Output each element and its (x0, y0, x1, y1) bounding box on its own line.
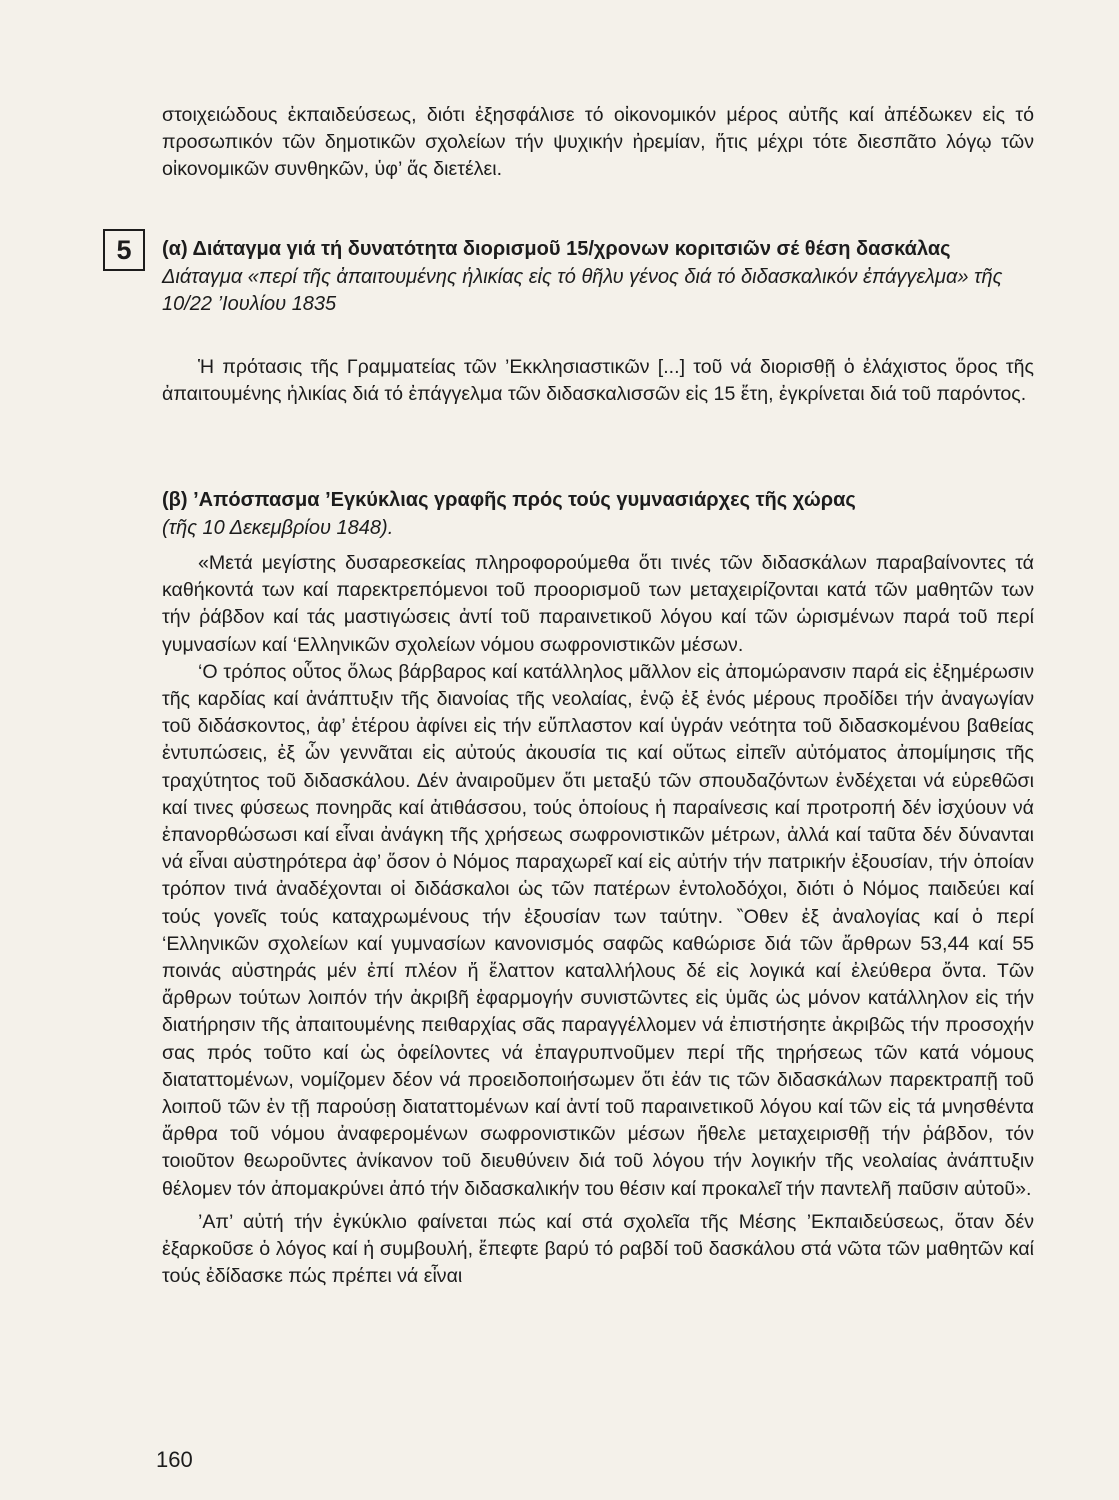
section-b-body (162, 550, 1034, 1290)
section-b-paragraph-1: «Μετά μεγίστης δυσαρεσκείας πληροφορούμεθα ὅτι τινές τῶν διδασκάλων παραβαίνοντες τά καθήκοντά των καί παρεκτρεπόμενοι τοῦ προορισμοῦ των μεταχειρίζονται κατά τῶν μαθητῶν των τήν ῥάβδον καί τάς μαστιγώσεις ἀντί τοῦ παραινετικοῦ λόγου καί τῶν ὡρισμένων παρά τοῦ περί γυμνασίων καί ‘Ελληνικῶν σχολείων νόμου σωφρονιστικῶν μέσων. (162, 552, 1034, 656)
section-a-title: Διάταγμα γιά τή δυνατότητα διορισμοῦ 15/χρονων κοριτσιῶν σέ θέση δασκάλας (192, 238, 951, 260)
section-b-subtitle: (τῆς 10 Δεκεμβρίου 1848). (162, 516, 394, 539)
section-a-body-text: Ἡ πρότασις τῆς Γραμματείας τῶν ’Εκκλησιαστικῶν [...] τοῦ νά διορισθῇ ὁ ἐλάχιστος ὅρος τῆς ἀπαιτουμένης ἡλικίας διά τό ἐπάγγελμα τῶν διδασκαλισσῶν εἰς 15 ἔτη, ἐγκρίνεται διά τοῦ παρόντος. (162, 356, 1034, 406)
intro-paragraph (162, 102, 1034, 184)
page-number: 160 (156, 1447, 193, 1472)
section-b-heading (162, 487, 1034, 542)
section-b-paragraph-3: ’Απ’ αὐτή τήν ἐγκύκλιο φαίνεται πώς καί στά σχολεῖα τῆς Μέσης ’Εκπαιδεύσεως, ὅταν δέν ἐξαρκοῦσε ὁ λόγος καί ἡ συμβουλή, ἔπεφτε βαρύ τό ραβδί τοῦ δασκάλου στά νῶτα τῶν μαθητῶν καί τούς ἐδίδασκε πώς πρέπει νά εἶναι (162, 1210, 1034, 1288)
section-a-heading (162, 236, 1034, 319)
section-a-label: (α) (162, 238, 188, 260)
intro-text: στοιχειώδους ἐκπαιδεύσεως, διότι ἐξησφάλισε τό οἰκονομικόν μέρος αὐτῆς καί ἀπέδωκεν εἰς τό προσωπικόν τῶν δημοτικῶν σχολείων τήν ψυχικήν ἠρεμίαν, ἥτις μέχρι τότε διεσπᾶτο λόγῳ τῶν οἰκονομικῶν συνθηκῶν, ὑφ’ ἅς διετέλει. (162, 104, 1034, 181)
section-b-title: ’Απόσπασμα ’Εγκύκλιας γραφῆς πρός τούς γυμνασιάρχες τῆς χώρας (193, 489, 856, 511)
section-b-paragraph-2: ‘Ο τρόπος οὗτος ὅλως βάρβαρος καί κατάλληλος μᾶλλον εἰς ἀπομώρανσιν παρά εἰς ἐξημέρωσιν τῆς καρδίας καί ἀνάπτυξιν τῆς διανοίας τῆς νεολαίας, ἐνῷ ἐξ ἑνός μέρους προδίδει τήν ἀναγωγίαν τοῦ διδάσκοντος, ἀφ’ ἑτέρου ἀφίνει εἰς τήν εὔπλαστον καί ὑγράν νεότητα τοῦ διδασκομένου βαθείας ἐντυπώσεις, ἐξ ὧν γεννᾶται εἰς αὐτούς ἀκουσία τις καί οὕτως εἰπεῖν αὐτόματος ἀπομίμησις τῆς τραχύτητος τοῦ διδασκάλου. Δέν ἀναιροῦμεν ὅτι μεταξύ τῶν σπουδαζόντων ἐνδέχεται νά εὑρεθῶσι καί τινες φύσεως πονηρᾶς καί ἀτιθάσσου, τούς ὁποίους ἡ παραίνεσις καί προτροπή δέν ἰσχύουν νά ἐπανορθώσωσι καί εἶναι ἀνάγκη τῆς χρήσεως σωφρονιστικῶν μέτρων, ἀλλά καί ταῦτα δέν δύνανται νά εἶναι αὐστηρότερα ἀφ’ ὅσον ὁ Νόμος παραχωρεῖ καί εἰς αὐτήν τήν πατρικήν ἐξουσίαν, τήν ὁποίαν τρόπον τινά ἀναδέχονται οἱ διδάσκαλοι ὡς τῶν πατέρων ἐντολοδόχοι, διότι ὁ Νόμος παιδεύει καί τούς γονεῖς τούς καταχρωμένους τήν ἐξουσίαν των ταύτην. ‶Οθεν ἐξ ἀναλογίας καί ὁ περί ‘Ελληνικῶν σχολείων καί γυμνασίων κανονισμός σαφῶς καθώρισε διά τῶν ἄρθρων 53,44 καί 55 ποινάς αὐστηράς μέν ἐπί πλέον ἤ ἔλαττον καταλλήλους δέ εἰς λογικά καί ἐλεύθερα ὄντα. Τῶν ἄρθρων τούτων λοιπόν τήν ἀκριβῆ ἐφαρμογήν συνιστῶντες εἰς ὑμᾶς ὡς μόνον κατάλληλον εἰς τήν διατήρησιν τῆς ἀπαιτουμένης πειθαρχίας σᾶς παραγγέλλομεν νά ἐπιστήσητε ἀκριβῶς τήν προσοχήν σας πρός τοῦτο καί ὡς ὀφείλοντες νά ἐπαγρυπνοῦμεν περί τῆς τηρήσεως τῶν κατά νόμους διαταττομένων, νομίζομεν δέον νά προειδοποιήσωμεν ὅτι ἐάν τις τῶν διδασκάλων παρεκτραπῇ τοῦ λοιποῦ τῶν ἐν τῇ παρούσῃ διαταττομένων καί ἀντί τοῦ παραινετικοῦ λόγου καί τῶν εἰς τά μνησθέντα ἄρθρα τοῦ νόμου ἀναφερομένων σωφρονιστικῶν μέσων ἤθελε μεταχειρισθῇ τήν ῥάβδον, τόν τοιοῦτον θεωροῦντες ἀνίκανον τοῦ διευθύνειν διά τοῦ λόγου τήν λογικήν τῆς νεολαίας ἀνάπτυξιν θέλομεν τόν ἀπομακρύνει ἀπό τήν διδασκαλικήν του θέσιν καί προκαλεῖ τήν παντελῆ παῦσιν αὐτοῦ». (162, 660, 1034, 1200)
section-a-subtitle: Διάταγμα «περί τῆς ἀπαιτουμένης ἡλικίας εἰς τό θῆλυ γένος διά τό διδασκαλικόν ἐπάγγελμα» τῆς 10/22 ’Ιουλίου 1835 (162, 265, 1003, 315)
section-a-body (162, 354, 1034, 408)
section-b-label: (β) (162, 489, 188, 511)
section-number-box: 5 (103, 229, 145, 271)
